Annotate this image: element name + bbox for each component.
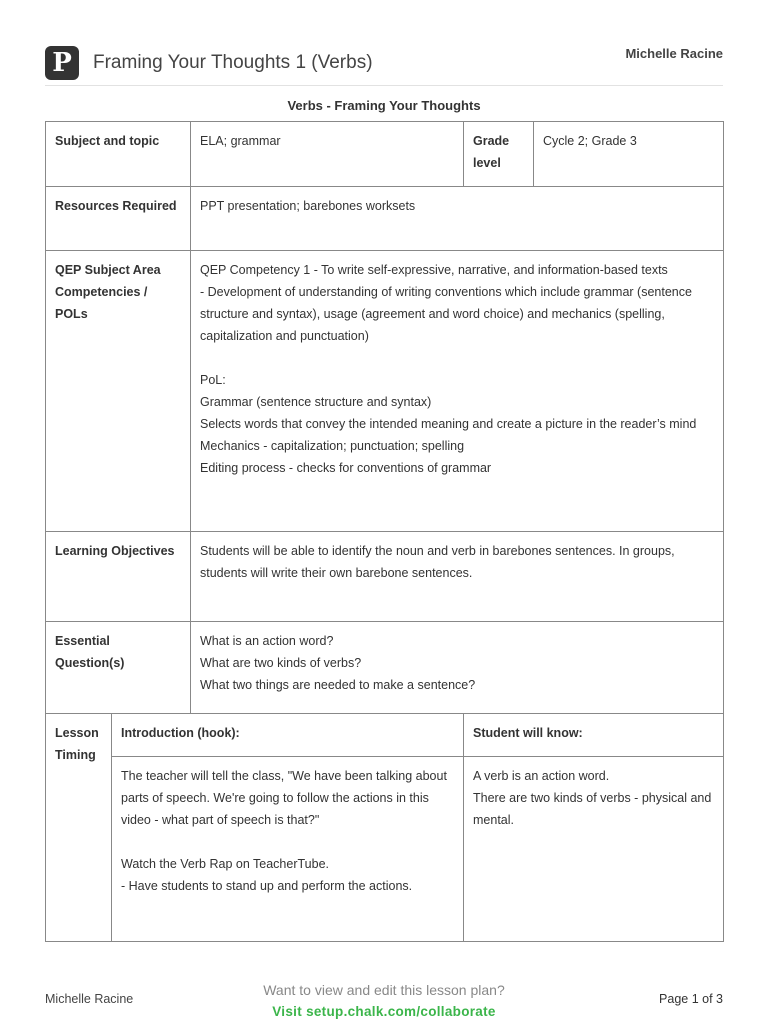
know-line: There are two kinds of verbs - physical and mental. — [473, 791, 712, 827]
question-line: What are two kinds of verbs? — [200, 656, 362, 670]
qep-line: PoL: — [200, 373, 226, 387]
qep-label: QEP Subject Area Competencies / POLs — [46, 251, 191, 532]
intro-line: - Have students to stand up and perform the actions. — [121, 879, 413, 893]
row-subject — [46, 122, 724, 187]
objectives-value: Students will be able to identify the noun and verb in barebones sentences. In groups, students will write their own barebone sentences. — [191, 532, 724, 622]
know-content — [464, 757, 724, 942]
collaborate-link[interactable]: Visit setup.chalk.com/collaborate — [272, 1004, 496, 1019]
page-number: Page 1 of 3 — [659, 992, 723, 1006]
questions-value — [191, 622, 724, 714]
subject-label: Subject and topic — [46, 122, 191, 187]
qep-value — [191, 251, 724, 532]
resources-value: PPT presentation; barebones worksets — [191, 187, 724, 251]
lesson-plan-table — [45, 121, 724, 942]
qep-line: Editing process - checks for conventions of grammar — [200, 461, 492, 475]
qep-line: Grammar (sentence structure and syntax) — [200, 395, 432, 409]
know-line: A verb is an action word. — [473, 769, 610, 783]
qep-line: QEP Competency 1 - To write self-expressive, narrative, and information-based texts — [200, 263, 668, 277]
author-name: Michelle Racine — [625, 46, 723, 61]
know-label: Student will know: — [464, 714, 724, 757]
grade-label: Grade level — [464, 122, 534, 187]
subject-value: ELA; grammar — [191, 122, 464, 187]
row-objectives — [46, 532, 724, 622]
table-title: Verbs - Framing Your Thoughts — [287, 98, 481, 113]
document-title: Framing Your Thoughts 1 (Verbs) — [93, 52, 373, 73]
intro-label: Introduction (hook): — [112, 714, 464, 757]
row-qep — [46, 251, 724, 532]
intro-line: The teacher will tell the class, "We have been talking about parts of speech. We're going to follow the actions in this video - what part of speech is that?" — [121, 769, 447, 827]
question-line: What is an action word? — [200, 634, 334, 648]
grade-value: Cycle 2; Grade 3 — [534, 122, 724, 187]
resources-label: Resources Required — [46, 187, 191, 251]
qep-line: Mechanics - capitalization; punctuation; spelling — [200, 439, 465, 453]
row-resources — [46, 187, 724, 251]
intro-content — [112, 757, 464, 942]
questions-label: Essential Question(s) — [46, 622, 191, 714]
blank-line — [121, 831, 454, 853]
blank-line — [200, 347, 714, 369]
document-header — [45, 44, 723, 86]
row-questions — [46, 622, 724, 714]
row-lesson-content — [46, 757, 724, 942]
objectives-label: Learning Objectives — [46, 532, 191, 622]
cta-question: Want to view and edit this lesson plan? — [263, 982, 505, 998]
qep-line: - Development of understanding of writing conventions which include grammar (sentence structure and syntax), usage (agreement and word choice) and mechanics (spelling, capitalization and punctuation) — [200, 285, 692, 343]
question-line: What two things are needed to make a sentence? — [200, 678, 476, 692]
intro-line: Watch the Verb Rap on TeacherTube. — [121, 857, 329, 871]
lesson-timing-label: Lesson Timing — [46, 714, 112, 942]
footer-cta — [0, 982, 768, 1019]
chalk-logo-icon: P — [45, 46, 79, 80]
footer-author: Michelle Racine — [45, 992, 134, 1006]
row-lesson-header — [46, 714, 724, 757]
qep-line: Selects words that convey the intended meaning and create a picture in the reader’s mind — [200, 417, 697, 431]
